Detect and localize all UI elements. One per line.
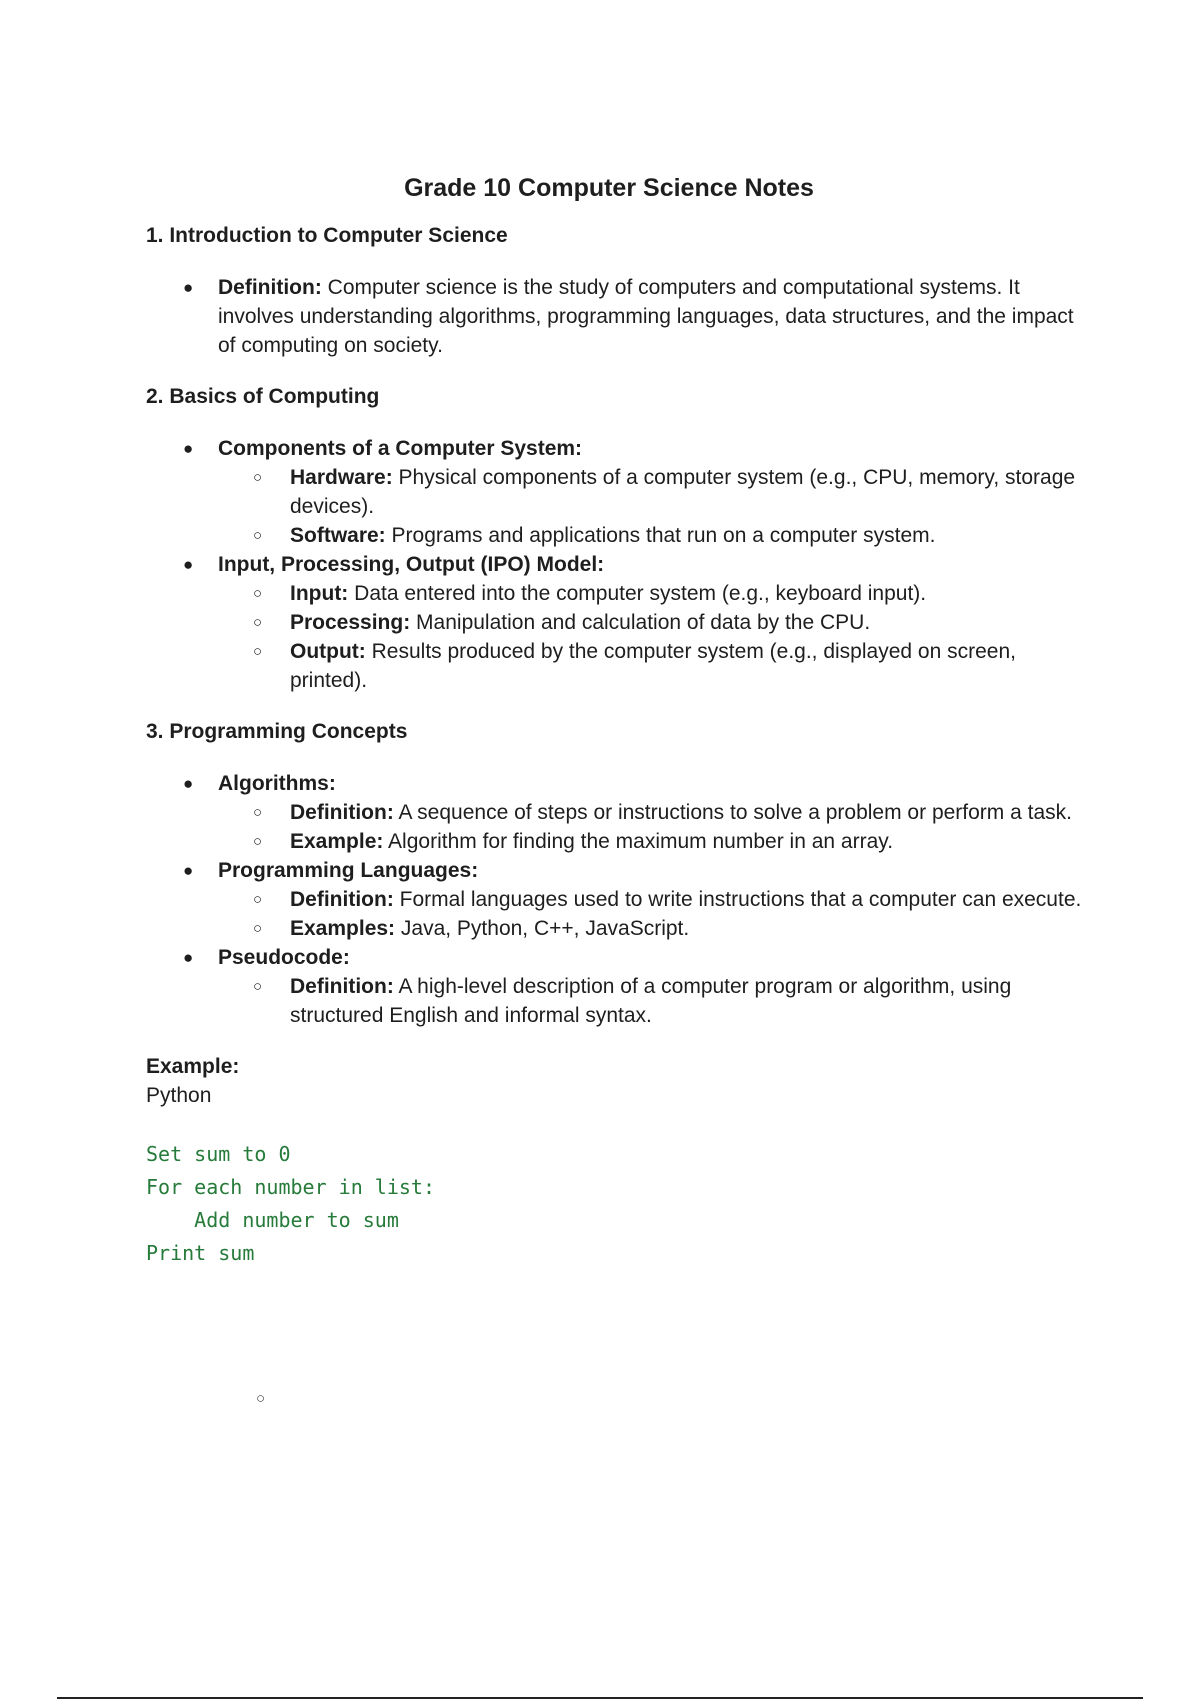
bullet-marker: ● [183,861,194,880]
sub-bullet-label: Hardware: [290,466,393,489]
sub-bullet-text: Manipulation and calculation of data by the CPU. [410,611,871,634]
sub-bullet-processing [218,608,1086,637]
bullet-marker: ● [183,439,194,458]
sub-bullet-input [218,579,1086,608]
basics-bullet-list [146,434,1086,695]
code-line: For each number in list: [146,1175,435,1199]
bullet-programming-languages [146,856,1086,943]
sub-bullet-list [218,972,1086,1030]
sub-bullet-algorithm-example [218,827,1086,856]
bullet-marker: ● [183,278,194,297]
bullet-definition [146,273,1086,360]
example-block [146,1052,1086,1270]
sub-bullet-text: Data entered into the computer system (e.g., keyboard input). [348,582,927,605]
sub-bullet-text: Programs and applications that run on a computer system. [385,524,936,547]
sub-bullet-marker: ○ [253,614,263,631]
introduction-bullet-list [146,273,1086,360]
bullet-label: Definition: [218,276,322,299]
sub-bullet-algorithm-definition [218,798,1086,827]
bullet-label: Pseudocode: [218,946,350,969]
sub-bullet-text: Physical components of a computer system (e.g., CPU, memory, storage devices). [290,466,1076,518]
sub-bullet-marker: ○ [253,891,263,908]
sub-bullet-label: Definition: [290,801,394,824]
section-heading-basics: 2. Basics of Computing [146,385,380,408]
document-page [146,172,1086,1270]
sub-bullet-list [218,579,1086,695]
sub-bullet-marker: ○ [253,585,263,602]
bullet-marker: ● [183,948,194,967]
sub-bullet-marker: ○ [253,978,263,995]
code-language-label: Python [146,1084,212,1107]
bullet-marker: ● [183,555,194,574]
sub-bullet-list [218,463,1086,550]
code-line: Add number to sum [146,1208,399,1232]
sub-bullet-languages-examples [218,914,1086,943]
code-block [146,1138,1086,1270]
sub-bullet-label: Definition: [290,888,394,911]
sub-bullet-list [218,798,1086,856]
sub-bullet-text: Results produced by the computer system (e.g., displayed on screen, printed). [290,640,1016,692]
bullet-algorithms [146,769,1086,856]
sub-bullet-label: Examples: [290,917,396,940]
bullet-label: Algorithms: [218,772,336,795]
sub-bullet-marker: ○ [253,833,263,850]
page-bottom-rule [57,1697,1143,1699]
section-heading-introduction: 1. Introduction to Computer Science [146,224,508,247]
example-label: Example: [146,1055,240,1078]
bullet-label: Components of a Computer System: [218,437,583,460]
sub-bullet-marker: ○ [253,527,263,544]
sub-bullet-pseudocode-definition [218,972,1086,1030]
sub-bullet-label: Processing: [290,611,411,634]
code-line: Print sum [146,1241,255,1265]
sub-bullet-output [218,637,1086,695]
bullet-marker: ● [183,774,194,793]
bullet-label: Input, Processing, Output (IPO) Model: [218,553,605,576]
sub-bullet-marker: ○ [253,643,263,660]
bullet-components [146,434,1086,550]
programming-bullet-list [146,769,1086,1030]
bullet-ipo-model [146,550,1086,695]
sub-bullet-label: Definition: [290,975,394,998]
bullet-label: Programming Languages: [218,859,479,882]
sub-bullet-list [218,885,1086,943]
bullet-text: Computer science is the study of computers and computational systems. It involves understanding algorithms, programming languages, data structures, and the impact of computing on society. [218,276,1074,357]
document-title: Grade 10 Computer Science Notes [404,174,814,202]
sub-bullet-text: Formal languages used to write instructions that a computer can execute. [393,888,1082,911]
sub-bullet-text: A sequence of steps or instructions to solve a problem or perform a task. [393,801,1072,824]
sub-bullet-label: Example: [290,830,384,853]
empty-sub-bullet-marker: ○ [256,1390,266,1407]
sub-bullet-label: Input: [290,582,349,605]
sub-bullet-hardware [218,463,1086,521]
section-heading-programming-concepts: 3. Programming Concepts [146,720,408,743]
sub-bullet-marker: ○ [253,469,263,486]
sub-bullet-languages-definition [218,885,1086,914]
sub-bullet-text: Java, Python, C++, JavaScript. [395,917,690,940]
bullet-pseudocode [146,943,1086,1030]
sub-bullet-text: A high-level description of a computer program or algorithm, using structured English and informal syntax. [290,975,1012,1027]
sub-bullet-marker: ○ [253,804,263,821]
sub-bullet-text: Algorithm for finding the maximum number in an array. [383,830,894,853]
sub-bullet-marker: ○ [253,920,263,937]
sub-bullet-label: Software: [290,524,386,547]
sub-bullet-software [218,521,1086,550]
sub-bullet-label: Output: [290,640,366,663]
code-line: Set sum to 0 [146,1142,291,1166]
